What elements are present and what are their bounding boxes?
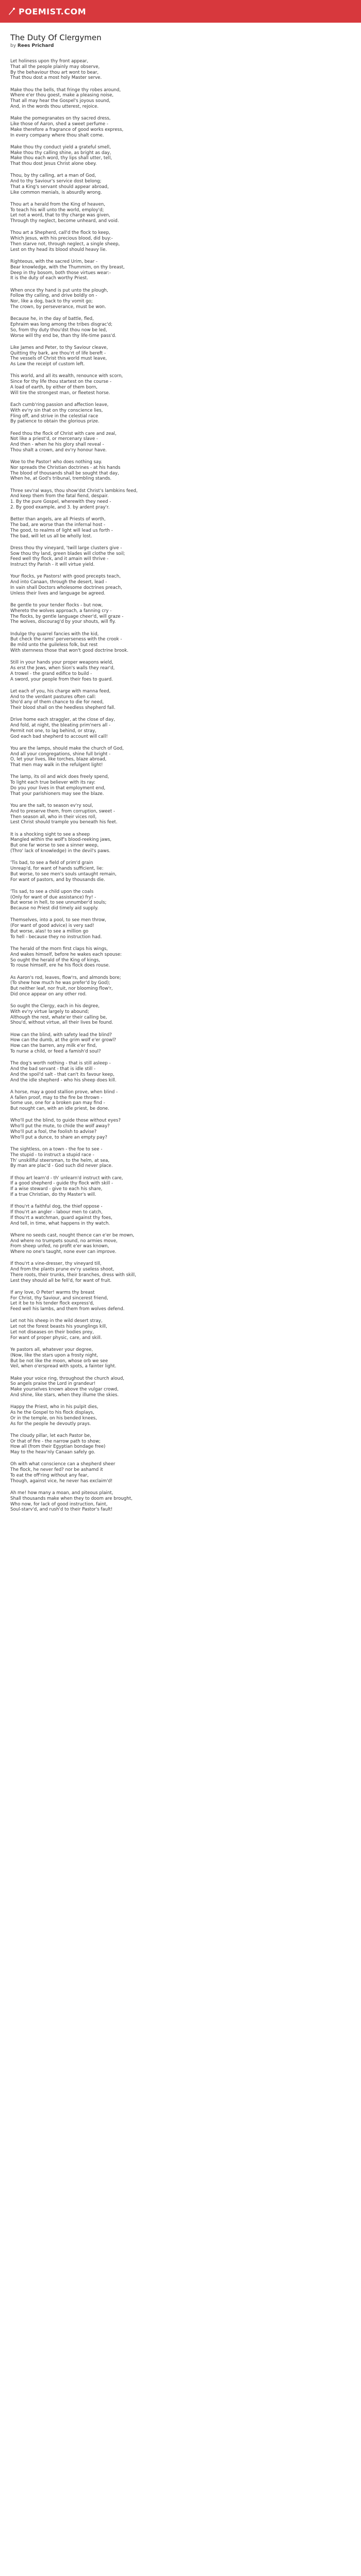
stanza (10, 1347, 351, 1369)
stanza (10, 517, 351, 539)
poem-line: Who now, for lack of good instruction, faint, (10, 1501, 108, 1507)
poem-line: Feed well thy flock, and it amain will thrive - (10, 556, 109, 562)
poem-line: If any love, O Peter! warms thy breast (10, 1290, 95, 1295)
poem-line: 1. By the pure Gospel, wherewith they need - (10, 499, 111, 505)
poem-line: It is a shocking sight to see a sheep (10, 832, 90, 837)
poem-line: Where no seeds cast, nought thence can e'er be mown, (10, 1232, 135, 1238)
author-link[interactable]: Rees Prichard (17, 43, 54, 48)
stanza (10, 603, 351, 625)
stanza (10, 230, 351, 252)
poem-line: Sho'd any of them chance to die for need, (10, 700, 104, 705)
poem-line: The wolves, discourag'd by your shouts, will fly. (10, 619, 116, 625)
poem-line: Be mild unto the guileless folk, but rest (10, 642, 98, 648)
poem-line: But nought can, with an idle priest, be done. (10, 1106, 109, 1112)
poem-line: How can the barren, any milk e'er find, (10, 1043, 97, 1049)
poem-line: For Christ, thy Saviour, and sincerest friend, (10, 1295, 108, 1301)
poem-line: Make yourselves known above the vulgar crowd, (10, 1387, 119, 1393)
by-label: by (10, 43, 17, 48)
poem-line: Three sev'ral ways, thou show'dst Christ's lambkins feed, (10, 488, 138, 494)
poem-line: A sword, your people from their foes to guard. (10, 676, 113, 682)
poem-line: Bear knowledge, with the Thummim, on thy breast, (10, 264, 125, 270)
poem-line: Let holiness upon thy front appear, (10, 59, 89, 64)
poem-line: Because he, in the day of battle, fled, (10, 316, 94, 322)
poem-line: Ephraim was long among the tribes disgrac'd; (10, 322, 113, 327)
poem-line: And to the verdant pastures often call: (10, 694, 96, 700)
poem-line: Let not a word, that to thy charge was given, (10, 213, 110, 218)
stanza (10, 488, 351, 511)
poem-line: And to thy Saviour's service dost belong; (10, 179, 102, 184)
poem-line: And from the plants prune ev'ry useless shoot, (10, 1267, 114, 1273)
poem-line: So angels praise the Lord in grandeur! (10, 1381, 96, 1387)
poem-line: Unreap'd, for want of hands sufficient, lie: (10, 866, 104, 871)
poem-line: And, in the words thou utterest, rejoice. (10, 104, 99, 109)
poem-line: If thou'rt an angler - labour men to catch, (10, 1209, 103, 1215)
poem-line: With ev'ry sin that on thy conscience lies, (10, 408, 103, 413)
poem-line: Do you your lives in that employment end, (10, 786, 106, 791)
poem-line: And into Canaan, through the desert, lead - (10, 580, 107, 585)
poem-line: To eat the off'ring without any fear, (10, 1472, 89, 1478)
stanza (10, 918, 351, 940)
poem-line: You are the lamps, should make the church of God, (10, 745, 124, 751)
poem-line: That your parishioners may see the blaze. (10, 791, 104, 796)
poem-line: Ye pastors all, whatever your degree, (10, 1347, 93, 1353)
stanza (10, 1490, 351, 1513)
poem-line: Let not the forest beasts his younglings kill, (10, 1324, 107, 1330)
poem-line: To nurse a child, or feed a famish'd soul? (10, 1049, 101, 1055)
stanza (10, 1433, 351, 1455)
poem-line: By the behaviour thou art wont to bear, (10, 70, 99, 75)
poem-line: A load of earth, by either of them born, (10, 384, 97, 390)
poem-line: Righteous, with the sacred Urim, bear - (10, 259, 98, 265)
poem-line: As erst the Jews, when Sion's walls they rear'd, (10, 665, 115, 671)
poem-line: 'Tis sad, to see a child upon the coals (10, 889, 94, 894)
poem-line: Which Jesus, with his precious blood, did buy:- (10, 236, 113, 242)
poem-line: Let it be to his tender flock express'd, (10, 1301, 94, 1307)
stanza (10, 1404, 351, 1427)
poem-line: As Aaron's rod, leaves, flow'rs, and almonds bore; (10, 975, 121, 980)
poem-line: With ev'ry virtue largely to abound; (10, 1009, 89, 1014)
poem-line: The crown, by perseverance, must be won. (10, 304, 106, 310)
poem-line: Thou art a Shepherd, call'd the flock to keep, (10, 230, 110, 236)
poem-line: And fold, at night, the bleating prim'ners all - (10, 723, 111, 728)
poem-line: Make thou thy conduct yield a grateful smell, (10, 144, 111, 150)
stanza (10, 1318, 351, 1341)
poem-line: If thou'rt a vine-dresser, thy vineyard till, (10, 1261, 102, 1267)
stanza (10, 460, 351, 482)
poem-line: Who'll put a fool, the foolish to advise? (10, 1129, 97, 1134)
poem-line: To light each true believer with its ray: (10, 780, 95, 786)
poem-line: When once thy hand is put unto the plough, (10, 287, 108, 293)
poem-line: Make thou the bells, that fringe thy robes around, (10, 87, 121, 93)
poem-line: Lest Christ should trample you beneath his feet. (10, 820, 118, 825)
poem-line: Deep in thy bosom, both those virtues wear:- (10, 270, 111, 276)
poem-content (0, 23, 361, 1513)
stanza (10, 632, 351, 654)
stanza (10, 746, 351, 768)
poem-line: Woe to the Pastor! who does nothing say. (10, 460, 102, 465)
stanza (10, 259, 351, 281)
poem-line: For want of pastors, and by thousands die. (10, 877, 105, 883)
poem-line: Thou, by thy calling, art a man of God, (10, 173, 96, 179)
poem-line: Their blood shall on the heedless shepherd fall. (10, 705, 116, 711)
poem-line: 'Tis bad, to see a field of prim'd grain (10, 860, 93, 866)
stanza (10, 717, 351, 739)
poem-line: Who'll put the blind, to guide those without eyes? (10, 1118, 121, 1124)
poem-line: So ought the Clergy, each in his degree, (10, 1004, 100, 1009)
poem-line: The lamp, its oil and wick does freely spend, (10, 774, 109, 780)
poem-line: But worse in hell, to see unnumber'd souls; (10, 900, 107, 906)
poem-line: You are the salt, to season ev'ry soul, (10, 803, 93, 809)
poem-line: But worse, to see men's souls untaught remain, (10, 871, 117, 877)
poem-line: O, let your lives, like torches, blaze abroad, (10, 757, 107, 762)
poem-line: Make thou each word, thy lips shall utter, tell, (10, 156, 112, 161)
poem-line: By patience to obtain the glorious prize. (10, 419, 100, 425)
byline (10, 43, 351, 48)
poem-line: The good, to realms of light will lead us forth - (10, 528, 113, 533)
poem-line: Lest they should all be fell'd, for want of fruit. (10, 1278, 112, 1283)
poem-line: Veil, when o'erspread with spots, a fainter light. (10, 1364, 117, 1369)
poem-line: The flock, he never fed? nor be ashamd it (10, 1467, 103, 1473)
poem-line: Where e'er thou goest, make a pleasing noise, (10, 93, 114, 98)
poem-line: Worse will thy end be, than thy life-time pass'd. (10, 333, 117, 338)
stanza (10, 946, 351, 969)
stanza (10, 1118, 351, 1140)
poem-line: And the spoil'd salt - that can't its favour keep, (10, 1072, 114, 1077)
poem-line: That men may walk in the refulgent light! (10, 762, 103, 768)
poem-line: But be not like the moon, whose orb we see (10, 1358, 108, 1364)
poem-line: Sow thou thy land, green blades will clothe the soil; (10, 551, 125, 556)
stanza (10, 774, 351, 796)
poem-line: Let each of you, his charge with manna feed, (10, 688, 111, 694)
poem-line: How all (from their Egyptian bondage free) (10, 1444, 106, 1450)
poem-line: Mangled within the wolf's blood-reeking jaws, (10, 837, 112, 843)
poem-line: May to the heav'nly Canaan safely go. (10, 1450, 95, 1455)
poem-line: Instruct thy Parish - it will virtue yield. (10, 562, 95, 568)
stanza (10, 1061, 351, 1083)
poem-line: And then - when he his glory shall reveal - (10, 442, 104, 448)
logo-text: POEMIST.COM (19, 6, 86, 16)
poem-line: Each cumb'ring passion and affection leave, (10, 402, 109, 408)
poem-line: Did once appear on any other rod. (10, 991, 87, 997)
poem-line: Like James and Peter, to thy Saviour cleave, (10, 345, 108, 350)
poem-line: And tell, in time, what happens in thy watch. (10, 1221, 110, 1226)
stanza (10, 546, 351, 568)
stanza (10, 88, 351, 110)
poem-line: Follow thy calling, and drive boldly on - (10, 293, 97, 299)
poem-line: Make the pomegranates on thy sacred dress, (10, 116, 111, 122)
poem-line: To hell - because they no instruction had. (10, 934, 102, 940)
poem-line: It is the duty of each worthy Priest. (10, 276, 88, 281)
poem-line: But neither leaf, nor fruit, nor blooming flow'r, (10, 986, 113, 992)
poem-line: Through thy neglect, become unheard, and void. (10, 218, 119, 224)
stanza (10, 889, 351, 911)
stanza (10, 1032, 351, 1055)
stanza (10, 975, 351, 997)
poem-line: Still in your hands your proper weapons wield, (10, 660, 113, 666)
poem-line: (Only for want of due assistance) fry! - (10, 894, 96, 900)
poem-line: Not like a priest'd, or mercenary slave - (10, 436, 98, 442)
stanza (10, 832, 351, 854)
poem-line: Since for thy life thou startest on the course - (10, 379, 111, 385)
stanza (10, 1004, 351, 1026)
poem-line: Th' unskillful steersman, to the helm, at sea, (10, 1158, 110, 1163)
stanza (10, 316, 351, 338)
poem-line: Your flocks, ye Pastors! with good precepts teach, (10, 574, 121, 580)
stanza (10, 1176, 351, 1198)
poem-line: Better than angels, are all Priests of worth, (10, 517, 106, 522)
poem-line: And the bad servant - that is idle still - (10, 1066, 96, 1072)
poem-line: The stupid - to instruct a stupid race - (10, 1152, 94, 1158)
poem-line: There roots, their trunks, their branches, dress with skill, (10, 1272, 136, 1278)
stanza (10, 431, 351, 453)
stanza (10, 1204, 351, 1226)
poem-line: And shine, like stars, when they illume the skies. (10, 1392, 119, 1398)
poem-line: Oh with what conscience can a shepherd sheer (10, 1462, 116, 1467)
stanza (10, 1090, 351, 1112)
poem-line: Then starve not, through neglect, a single sheep, (10, 242, 120, 247)
poem-line: And keep them from the fatal fiend, despair. (10, 494, 109, 499)
poem-line: From sheep unfed, no profit e'er was known, (10, 1244, 109, 1249)
stanza (10, 116, 351, 138)
poem-line: Drive home each straggler, at the close of day, (10, 717, 116, 723)
poem-line: Shall thousands make when they to doom are brought, (10, 1496, 133, 1501)
poem-line: Like those of Aaron, shed a sweet perfume - (10, 121, 108, 127)
poem-line: That thou dost Jesus Christ alone obey. (10, 161, 97, 167)
poem-line: How can the blind, with safety lead the blind? (10, 1032, 112, 1038)
stanza (10, 1376, 351, 1398)
poem-line: Nor, like a dog, back to thy vomit go; (10, 299, 93, 304)
poem-line: To teach his will unto the world, employ'd; (10, 207, 104, 213)
poem-line: Quitting thy bark, are thou'rt of life bereft - (10, 350, 106, 356)
poem-line: Fling off, and strive in the celestial race (10, 413, 99, 419)
poem-line: Let not his sheep in the wild desert stray, (10, 1318, 103, 1324)
poem-line: If a true Christian, do thy Master's will. (10, 1192, 96, 1197)
poem-line: To rouse himself, ere he his flock does rouse. (10, 963, 110, 969)
stanza (10, 660, 351, 682)
stanza (10, 1261, 351, 1283)
poem-line: But worse, alas! to see a million go (10, 928, 89, 934)
stanza (10, 202, 351, 224)
poem-line: Unless their lives and language be agreed. (10, 590, 106, 596)
poem-line: Lest on thy head its blood should heavy lie. (10, 247, 107, 252)
stanza (10, 689, 351, 711)
poem-line: Will tire the strongest man, or fleetest horse. (10, 390, 110, 396)
poem-line: A fallen proof, may to the fire be thrown - (10, 1095, 103, 1100)
poem-line: As he the Gospel to his flock displays, (10, 1410, 94, 1415)
poem-line: Who'll put a dunce, to share an empty pay? (10, 1134, 107, 1140)
poem-line: Where no one's taught, none ever can improve. (10, 1249, 117, 1255)
poem-line: That a King's servant should appear abroad, (10, 184, 109, 190)
poem-line: The bad, will let us all be wholly lost. (10, 533, 92, 539)
poem-line: As Lew the receipt of custom left. (10, 362, 85, 367)
stanza (10, 574, 351, 596)
poem-line: The vessels of Christ this world must leave, (10, 356, 107, 362)
poem-line: Permit not one, to lag behind, or stray, (10, 728, 96, 734)
poem-line: Though, against vice, he never has exclaim'd! (10, 1478, 113, 1484)
poem-line: The bad, are worse than the infernal host - (10, 522, 106, 528)
stanza (10, 1147, 351, 1169)
poem-line: 2. By good example, and 3. by ardent pray'r. (10, 505, 110, 511)
poem-line: Make thou thy calling shine, as bright as day, (10, 150, 111, 156)
poem-line: Because no Priest did timely aid supply. (10, 906, 99, 911)
poem-line: That all the people plainly may observe, (10, 64, 100, 70)
stanza (10, 288, 351, 310)
poem-line: If thou'rt a faithful dog, the thief oppose - (10, 1204, 103, 1210)
poem-line: Thou shalt a crown, and ev'ry honour have. (10, 447, 107, 453)
stanza (10, 59, 351, 81)
poem-line: Whereto the wolves approach, a fanning cry - (10, 608, 112, 614)
poem-line: And all your congregations, shine full bright - (10, 751, 111, 757)
poem-line: Who'll put the mute, to chide the wolf away? (10, 1124, 110, 1129)
stanza (10, 374, 351, 396)
poem-line: God each bad shepherd to account will call! (10, 734, 108, 739)
poem-line: How can the dumb, at the grim wolf e'er growl? (10, 1038, 117, 1043)
site-header (0, 0, 361, 23)
stanza (10, 173, 351, 195)
poem-line: And wakes himself, before he wakes each spouse: (10, 952, 122, 957)
poem-line: (For want of good advice) is very sad! (10, 923, 94, 929)
poem-line: Themselves, into a pool, to see men throw, (10, 918, 106, 923)
stanza (10, 1290, 351, 1312)
poem-body (10, 59, 351, 1513)
poem-line: But one far worse to see a sinner weep, (10, 843, 99, 849)
poem-line: That all may hear the Gospel's joyous sound, (10, 98, 110, 104)
poem-line: The cloudy pillar, let each Pastor be, (10, 1433, 91, 1438)
stanza (10, 145, 351, 167)
poem-line: (Now, like the stars upon a frosty night, (10, 1352, 99, 1358)
poem-line: Make your voice ring, throughout the church aloud, (10, 1376, 125, 1381)
stanza (10, 1462, 351, 1484)
poem-line: So, from thy duty thou'dst thou now be led, (10, 327, 107, 333)
poem-line: Soul-starv'd, and rush'd to their Pastor's fault! (10, 1507, 113, 1513)
poem-line: A trowel - the grand edifice to build - (10, 671, 92, 676)
poem-line: (To shew how much he was prefer'd by God); (10, 980, 110, 986)
poem-line: And the idle shepherd - who his sheep does kill. (10, 1077, 117, 1083)
poem-line: This world, and all its wealth, renounce with scorn, (10, 374, 123, 379)
poem-line: Or in the temple, on his bended knees, (10, 1415, 97, 1421)
poem-line: If thou art learn'd - th' unlearn'd instruct with care, (10, 1175, 123, 1181)
poem-line: The dog's worth nothing - that is still asleep - (10, 1061, 111, 1066)
poem-line: But check the rams' perverseness with the crook - (10, 637, 122, 642)
poem-line: (Thro' lack of knowledge) in the devil's paws. (10, 849, 111, 854)
poem-line: By man are plac'd - God such did never place. (10, 1163, 113, 1169)
stanza (10, 1233, 351, 1255)
poem-line: Feed well his lambs, and them from wolves defend. (10, 1307, 125, 1312)
poem-line: With sternness those that won't good doctrine brook. (10, 648, 128, 653)
poem-line: If thou'rt a watchman, guard against thy foes, (10, 1215, 112, 1221)
poem-line: And where no trumpets sound, no armies move, (10, 1238, 118, 1244)
stanza (10, 402, 351, 425)
poem-line: In vain shall Doctors wholesome doctrines preach, (10, 585, 122, 590)
poem-line: If a good shepherd - guide thy flock with skill - (10, 1181, 113, 1187)
poem-line: Happy the Priest, who in his pulpit dies, (10, 1404, 99, 1410)
stanza (10, 803, 351, 825)
stanza (10, 860, 351, 883)
poem-line: Shou'd, without virtue, all their lives be found. (10, 1020, 113, 1026)
poem-line: Nor spreads the Christian doctrines - at his hands (10, 465, 121, 470)
poem-line: Be gentle to your tender flocks - but now, (10, 602, 103, 608)
poem-line: When he, at God's tribunal, trembling stands. (10, 476, 112, 482)
poem-line: For want of proper physic, care, and skill. (10, 1335, 102, 1341)
poem-line: Although the rest, whate'er their calling be, (10, 1014, 107, 1020)
poem-line: The herald of the morn first claps his wings, (10, 946, 108, 952)
poem-line: The sightless, on a town - the foe to see - (10, 1146, 103, 1152)
poem-line: So ought the herald of the King of kings, (10, 957, 101, 963)
quill-icon (7, 7, 15, 15)
poem-line: Or that of fire - the narrow path to show; (10, 1438, 101, 1444)
poem-line: Like common menials, is absurdly wrong. (10, 190, 102, 195)
poem-line: If a wise steward - give to each his share, (10, 1187, 103, 1192)
poem-line: The flocks, by gentle language cheer'd, will graze - (10, 614, 124, 619)
poem-line: A horse, may a good stallion prove, when blind - (10, 1089, 118, 1095)
poem-line: Some use, one for a broken pan may find - (10, 1100, 105, 1106)
poem-title: The Duty Of Clergymen (10, 33, 102, 42)
poem-line: As for the people he devoutly prays. (10, 1421, 91, 1427)
poem-line: Let not diseases on their bodies prey, (10, 1330, 94, 1335)
stanza (10, 345, 351, 367)
poem-line: And to preserve them, from corruption, sweet - (10, 808, 116, 814)
poem-line: Indulge thy quarrel fancies with the kid, (10, 631, 99, 637)
poem-line: Feed thou the flock of Christ with care and zeal, (10, 431, 117, 436)
poem-line: Then season all, who in their vices roll, (10, 814, 97, 820)
poem-line: That thou dost a most holy Master serve. (10, 75, 102, 81)
site-logo[interactable] (7, 7, 86, 16)
poem-line: Ah me! how many a moan, and piteous plaint, (10, 1490, 113, 1496)
poem-line: In every company where thou shalt come. (10, 132, 104, 138)
poem-line: Thou art a herald from the King of heaven, (10, 201, 105, 207)
poem-line: The blood of thousands shall be sought that day, (10, 470, 119, 476)
poem-line: Make therefore a fragrance of good works express, (10, 127, 124, 132)
poem-line: Dress thou thy vineyard, 'twill large clusters give - (10, 545, 122, 551)
